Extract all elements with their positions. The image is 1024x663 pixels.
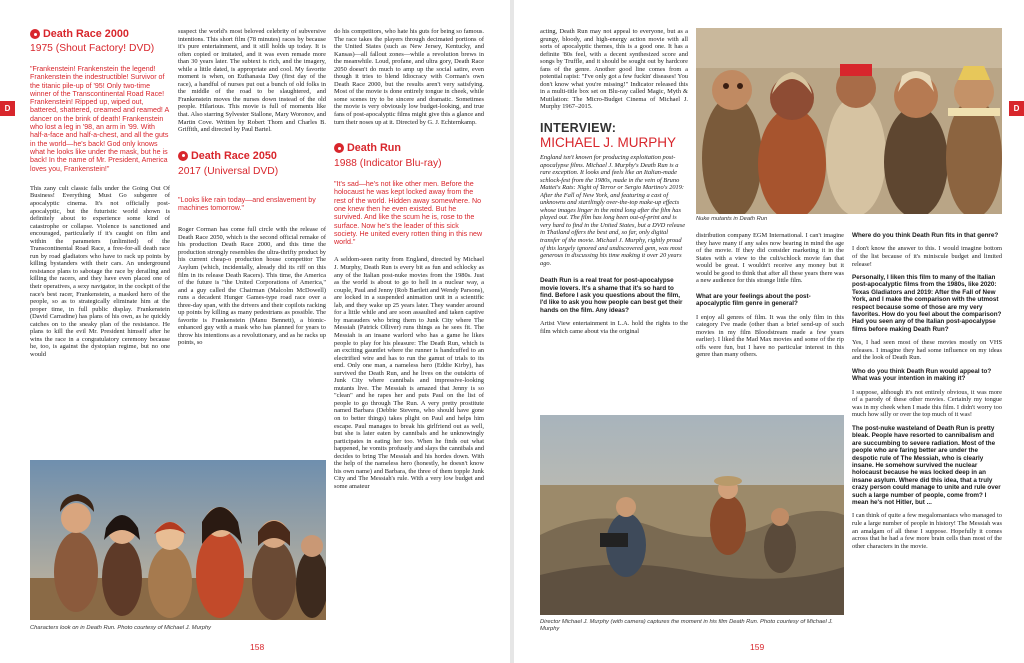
photo-characters-look-on <box>30 460 326 620</box>
film-quote: "Looks like rain today—and enslavement by machines tomorrow." <box>178 195 316 212</box>
review-text: This zany cult classic falls under the Going Out Of Business! Everything Must Go subgenre of apocalyptic cinema. It's not officially post-apocalyptic, but the futuristic world shown is definitely about to experience some kind of catastrophe or collapse. Violence is sanctioned and encouraged, particularly if it's caught on film and within the parameters (unlimited) of the Transcontinental Road Race, a free-for-all death race run by road gladiators who have to rack up points by killing bystanders with their cars. An underground resistance plans to sabotage the race by derailing and killing the racers, and they have even placed one of their operatives, a sexy navigator, in the cockpit of the race's best racer, Frankenstein, a masked hero of the people, so as to strategically eliminate him at the proper time, in full public display. Frankenstein (David Carradine) has plans of his own, as he quickly catches on to the sneaky plan of the resistance. He plans to kill the evil Mr. President himself after he wins the race in a congratulatory ceremony because he, too, is against the dystopian regime, but no one would <box>30 184 170 358</box>
disc-icon <box>334 143 344 153</box>
photo-caption: Director Michael J. Murphy (with camera) captures the moment in his film Death Run. Photo courtesy of Michael J. Murphy <box>540 619 833 632</box>
review-text: acting, Death Run may not appeal to everyone, but as a grungy, bloody, and high-energy action movie with all sorts of apocalyptic themes, this is a good one. It has a definite '80s feel, with a decent synthesized score and songs by Truffle, and it should be sought out by hardcore fans of the genre. Another good line comes from a potential rapist: "I've only got a few fuckin' diseases! You don't know what you're missing!" Indicator released this in a multi-title box set on Blu-ray called Magic, Myth & Mutilation: The Micro-Budget Cinema of Michael J. Murphy 1967–2015. <box>540 28 688 111</box>
interview-question: What are your feelings about the post-apocalyptic film genre in general? <box>696 292 811 308</box>
film-release: 1988 (Indicator Blu-ray) <box>334 158 442 170</box>
disc-icon <box>178 151 188 161</box>
review-text: A seldom-seen rarity from England, directed by Michael J. Murphy, Death Run is every bit as fun and schlocky as any of the Italian post-nuke movies from the 1980s. Just as the world is about to go to hell in a nuclear way, a couple, Paul and Jenny (Rob Bartlett and Wendy Parsons), are locked in a suspended animation unit in a scientific lab, and they wake up 25 years later. They wander around for a little while and are soon assaulted and taken captive by marauders who bring them to Junk City where The Messiah (Patrick Olliver) runs things as he sees fit. The Messiah is an insane warlord who has a game he likes people to play for his pleasure: The Death Run, which is an exciting gauntlet where the runner is handcuffed to an electrified wire and has to run the gamut of trials to its end. Only one man, a nameless hero (Eddie Kirby), has survived the Death Run, and he lives on the outskirts of Junk City where cannibals and impressive-looking mutants live. The Messiah is amazed that Jenny is so "clean" and he rapes her and puts Paul on the list of people to go through The Run. A very pretty prostitute named Barbara (Debbie Stevens, who should have gone on to better things) takes plight on Paul and helps him escape. Paul manages to break his girlfriend out as well, but she is later eaten by cannibals and he unknowingly participates in eating her too. When he finds out what happened, he vomits profusely and slays the cannibals and decides to bring The Messiah and his hordes down. With the help of the nameless hero (honestly, he doesn't know his own name) and Barbara, the three of them topple Junk City and The Messiah's rule. With a very low budget and some amateur <box>334 256 484 490</box>
right-page <box>514 0 1024 663</box>
photo-caption: Nuke mutants in Death Run <box>696 216 768 222</box>
interview-answer: distribution company EGM International. I can't imagine they have many if any sales now bearing in mind the age of the movie. If they did consider marketing it in the States with a view to the cult/schlock movie fan that would be great. I wouldn't receive any money but it would be good to think that after all these years there was a new audience for this strange little film. <box>696 232 844 285</box>
film-release: 2017 (Universal DVD) <box>178 165 279 177</box>
photo-illustration <box>696 28 1002 214</box>
interview-question: Death Run is a real treat for post-apocalypse movie lovers. It's a shame that it's so hard to find. Before I ask you questions about the film, I'd like to ask you how people can best get their hands on the film. Any ideas? <box>540 277 683 314</box>
film-heading-death-run <box>334 142 484 154</box>
left-column-3 <box>334 28 484 640</box>
film-heading-death-race-2050 <box>178 150 326 162</box>
photo-nuke-mutants <box>696 28 1002 214</box>
section-tab-d-left: D <box>0 101 15 116</box>
interview-name: MICHAEL J. MURPHY <box>540 135 677 151</box>
right-column-1 <box>540 28 688 418</box>
interview-answer: Artist View entertainment in L.A. hold the rights to the film which came about via the original <box>540 320 688 335</box>
right-column-3 <box>852 232 1002 642</box>
interview-intro: England isn't known for producing exploitation post-apocalypse films. Michael J. Murphy's Death Run is a rare exception. It looks and feels like an Italian-made schlock-fest from the 1980s, made in the vein of Bruno Mattei's Rats: Night of Terror or Sergio Martino's 2019: After the Fall of New York, and featuring a cast of unknowns and startlingly over-the-top make-up effects whose images linger in the mind long after the film has played out. The film has long been out-of-print and is very hard to find in the United States, but a DVD release in Thailand offers the best and, so far, only digital transfer of the movie. Michael J. Murphy, rightly proud of this largely ignored and undiscovered gem, was most generous in discussing his time making it over 20 years ago. <box>540 154 686 267</box>
film-heading-death-race-2000 <box>30 28 170 40</box>
film-quote: "Frankenstein! Frankenstein the legend! Frankenstein the indestructible! Survivor of the titanic pile-up of '95! Only two-time winner of the Transcontinental Road Race! Frankenstein! Ripped up, wiped out, battered, shattered, creamed and reamed! A dancer on the brink of death! Frankenstein who lost a leg in '98, an arm in '99. With half-a-face and half-a-chest, and all the guts in the world—he's back! God only knows what he looks like under the mask, but he is back! In the name of Mr. President, America loves you, Frankenstein!" <box>30 65 169 173</box>
left-column-2 <box>178 28 326 448</box>
left-column-1 <box>30 28 170 448</box>
interview-question: Personally, I liken this film to many of the Italian post-apocalyptic films from the 1980s, like 2020: Texas Gladiators and 2019: After the Fall of New York, and I make the comparison with the utmost respect because some of those are my very favorites. How do you feel about the comparison? Had you seen any of the Italian post-apocalypse films before making Death Run? <box>852 274 1002 333</box>
film-title: Death Race 2050 <box>191 149 277 162</box>
interview-question: Who do you think Death Run would appeal to? What was your intention in making it? <box>852 367 992 383</box>
interview-answer: I don't know the answer to this. I would imagine bottom of the list because of it's miniscule budget and limited release! <box>852 245 1002 268</box>
photo-illustration <box>540 415 844 615</box>
interview-question: The post-nuke wasteland of Death Run is pretty bleak. People have resorted to cannibalism and are succumbing to severe radiation. Most of the people who are faring better are under the despotic rule of The Messiah, who is clearly insane. He somehow survived the nuclear holocaust because he was locked deep in an insane asylum. Where did this idea, that a truly crazy person could manage to unite and rule over such a large number of people, come from? I mean he's not Hitler, but ... <box>852 424 1001 506</box>
page-number-right: 159 <box>750 642 765 652</box>
interview-answer: I enjoy all genres of film. It was the only film in this category I've made (other than a brief send-up of such movies in my film Bloodstream made a few years earlier). I liked the Mad Max movies and some of the rip offs were fun, but I have no particular interest in this genre than many others. <box>696 313 844 359</box>
film-title: Death Run <box>347 142 401 155</box>
film-release: 1975 (Shout Factory! DVD) <box>30 43 155 54</box>
photo-illustration <box>30 460 326 620</box>
left-page <box>0 0 510 663</box>
right-column-2 <box>696 232 844 422</box>
review-text: do his competitors, who hate his guts for being so famous. The race takes the players through decimated portions of the United States (such as New Jersey, Kentucky, and Kansas)—all fallout zones—while a revolution brews in the meanwhile. Loud, profane, and ultra gory, Death Race 2050 doesn't do much to amp up the social satire, even though it tries to blend Idiocracy with Corman's own Death Race 2000, but the results aren't very satisfying. Most of the movie is done entirely tongue in cheek, while some scenes try to be sincere and dramatic. Sometimes the movie is very obviously low budget-looking, and true fans of post-apocalyptic films might give this a glance and turn their noses up at it. Directed by G. J. Echternkamp. <box>334 28 484 126</box>
film-title: Death Race 2000 <box>43 28 129 40</box>
page-number-left: 158 <box>250 642 265 652</box>
interview-answer: I suppose, although it's not entirely obvious, it was more of a parody of these other movies. Certainly my tongue was in my cheek when I made this film. I didn't worry too much how silly or over the top much of it was! <box>852 388 1002 419</box>
section-tab-d-right: D <box>1009 101 1024 116</box>
interview-question: Where do you think Death Run fits in that genre? <box>852 232 999 239</box>
interview-answer: I can think of quite a few megalomaniacs who managed to rule a large number of people in history! The Messiah was an amalgam of all these I suppose. Hopefully it comes across that he had a few more brain cells than most of the other characters in the movie. <box>852 512 1002 550</box>
review-text: Roger Corman has come full circle with the release of Death Race 2050, which is the second official remake of his production Death Race 2000, and this time the production strongly resembles the ultra-thrifty product by his current cheap-o production house competitor The Asylum (which, incidentally, already did its riff on this film in its release Death Racers). This time, the America of the future is "the United Corporations of America," and a guy called the Chairman (Malcolm McDowell) runs a decadent Hunger Games-type road race over a three-day span, with the drivers and their copilots racking up points by killing as many pedestrians as possible. The favorite is Frankenstein (Manu Bennett), a bionic-enhanced guy with a mask who has planned for years to throw his intentions as a revolutionary, and as he racks up points, so <box>178 226 326 347</box>
interview-label: INTERVIEW: <box>540 121 617 136</box>
interview-answer: Yes, I had seen most of these movies mostly on VHS releases. I imagine they had some influence on my ideas and the look of Death Run. <box>852 339 1002 362</box>
disc-icon <box>30 29 40 39</box>
photo-caption: Characters look on in Death Run. Photo courtesy of Michael J. Murphy <box>30 625 212 631</box>
film-quote: "It's sad—he's not like other men. Before the holocaust he was kept locked away from the rest of the world. Hidden away somewhere. No one knew then he even existed. But he survived. And like the scum he is, rose to the surface. Now he's the leader of this sick society. He united every rotten thing in this new world." <box>334 180 483 247</box>
review-text: suspect the world's most beloved celebrity of subversive intentions. This short film (78 minutes) races by because it's pure entertainment, and it still holds up today. It is often copied or imitated, and it was even remade more than 30 years later. The subtext is rich, and the imagery, while a little dated, is appropriate and cool. My favorite moment is when, on Euthanasia Day (first day of the race), a handful of nurses put out a bunch of old folks in the middle of the road to be slaughtered, and Frankenstein moves the nurses down instead of the old people. Hilarious. This movie is full of moments like that. Also starring Sylvester Stallone, Mary Woronov, and Martin Cove. Written by Robert Thom and Charles B. Griffith, and directed by Paul Bartel. <box>178 28 326 134</box>
photo-director-with-camera <box>540 415 844 615</box>
